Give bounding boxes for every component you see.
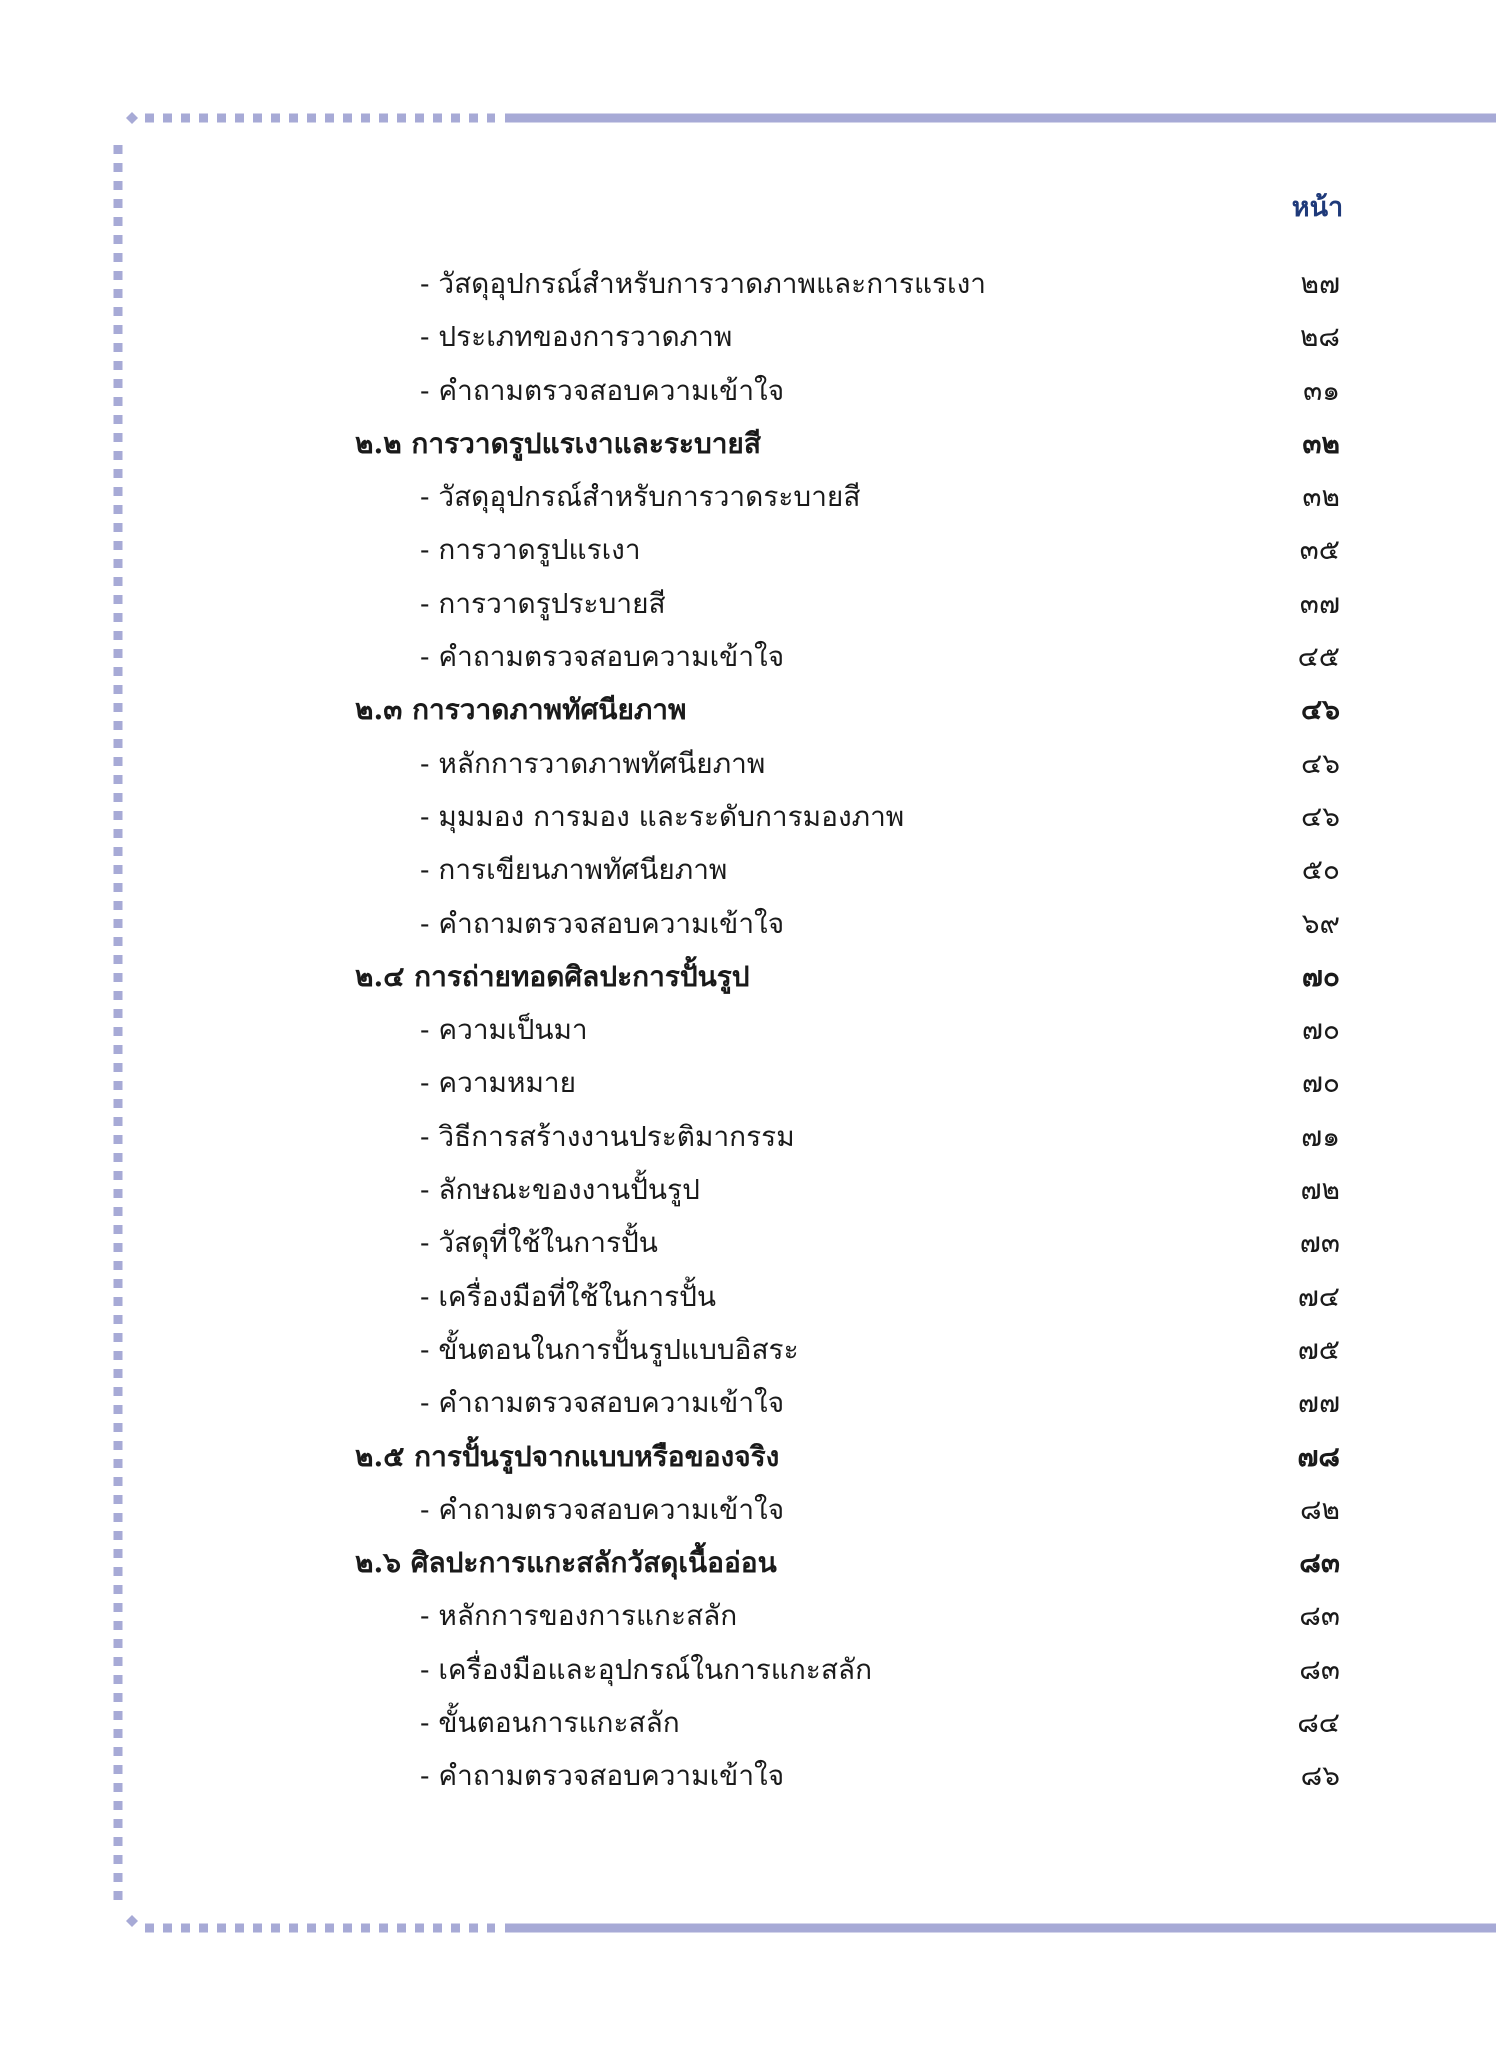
toc-subitem-row <box>0 1375 1496 1428</box>
toc-page-number: ๔๕ <box>1297 640 1340 674</box>
toc-page-number: ๗๕ <box>1297 1332 1340 1366</box>
toc-subitem-title: - การวาดรูประบายสี <box>420 586 666 620</box>
toc-subitem-row <box>0 1215 1496 1268</box>
toc-subitem-title: - การวาดรูปแรเงา <box>420 533 641 567</box>
toc-page-number: ๖๙ <box>1301 906 1340 940</box>
toc-subitem-title: - ลักษณะของงานปั้นรูป <box>420 1173 700 1207</box>
toc-section-row <box>0 949 1496 1002</box>
toc-section-row <box>0 1429 1496 1482</box>
toc-subitem-title: - หลักการของการแกะสลัก <box>420 1599 738 1633</box>
toc-subitem-row <box>0 1162 1496 1215</box>
toc-page-number: ๔๖ <box>1301 693 1340 727</box>
toc-subitem-row <box>0 256 1496 309</box>
toc-subitem-row <box>0 1642 1496 1695</box>
toc-section-title: ๒.๓ การวาดภาพทัศนียภาพ <box>355 693 687 727</box>
toc-section-title: ๒.๕ การปั้นรูปจากแบบหรือของจริง <box>355 1439 780 1473</box>
toc-subitem-row <box>0 629 1496 682</box>
toc-subitem-row <box>0 469 1496 522</box>
toc-subitem-row <box>0 576 1496 629</box>
toc-page-number: ๗๗ <box>1297 1386 1340 1420</box>
toc-subitem-row <box>0 1482 1496 1535</box>
toc-subitem-row <box>0 1322 1496 1375</box>
toc-page-number: ๓๗ <box>1299 586 1340 620</box>
toc-subitem-row <box>0 1002 1496 1055</box>
toc-subitem-title: - ความหมาย <box>420 1066 577 1100</box>
toc-page-number: ๘๓ <box>1299 1546 1340 1580</box>
toc-page-number: ๘๓ <box>1299 1652 1340 1686</box>
corner-diamond-bottom <box>126 1915 138 1927</box>
toc-section-row <box>0 416 1496 469</box>
toc-subitem-row <box>0 1748 1496 1801</box>
toc-subitem-title: - มุมมอง การมอง และระดับการมองภาพ <box>420 799 905 833</box>
toc-page-number: ๒๗ <box>1300 267 1340 300</box>
toc-page-number: ๘๓ <box>1299 1599 1340 1633</box>
toc-subitem-title: - คำถามตรวจสอบความเข้าใจ <box>420 640 785 674</box>
toc-section-row <box>0 1535 1496 1588</box>
toc-page-number: ๗๐ <box>1301 1066 1340 1100</box>
toc-subitem-row <box>0 1695 1496 1748</box>
toc-subitem-title: - ประเภทของการวาดภาพ <box>420 320 733 354</box>
toc-subitem-title: - ความเป็นมา <box>420 1013 588 1047</box>
toc-subitem-row <box>0 522 1496 575</box>
toc-subitem-title: - วิธีการสร้างงานประติมากรรม <box>420 1119 795 1153</box>
toc-page-number: ๗๐ <box>1301 959 1340 993</box>
toc-subitem-title: - วัสดุอุปกรณ์สำหรับการวาดระบายสี <box>420 480 861 514</box>
toc-subitem-row <box>0 789 1496 842</box>
toc-page-number: ๓๒ <box>1302 480 1340 514</box>
table-of-contents <box>0 256 1496 1802</box>
toc-subitem-row <box>0 1269 1496 1322</box>
toc-page-number: ๘๖ <box>1300 1759 1340 1793</box>
corner-diamond-top <box>126 112 138 124</box>
toc-page-number: ๔๖ <box>1301 799 1340 833</box>
toc-page-number: ๗๘ <box>1297 1439 1340 1473</box>
toc-subitem-title: - คำถามตรวจสอบความเข้าใจ <box>420 906 785 940</box>
toc-subitem-title: - วัสดุอุปกรณ์สำหรับการวาดภาพและการแรเงา <box>420 267 986 300</box>
toc-page-number: ๗๑ <box>1301 1119 1340 1153</box>
toc-subitem-title: - คำถามตรวจสอบความเข้าใจ <box>420 373 785 407</box>
toc-subitem-title: - เครื่องมือและอุปกรณ์ในการแกะสลัก <box>420 1652 873 1686</box>
toc-subitem-title: - คำถามตรวจสอบความเข้าใจ <box>420 1492 785 1526</box>
toc-page-number: ๗๐ <box>1301 1013 1340 1047</box>
page-column-header: หน้า <box>1291 192 1344 223</box>
toc-page-number: ๒๘ <box>1299 320 1340 354</box>
toc-page-number: ๘๔ <box>1297 1706 1340 1740</box>
toc-subitem-row <box>0 842 1496 895</box>
toc-subitem-row <box>0 1109 1496 1162</box>
toc-subitem-title: - หลักการวาดภาพทัศนียภาพ <box>420 746 766 780</box>
toc-subitem-row <box>0 363 1496 416</box>
toc-subitem-row <box>0 1588 1496 1641</box>
toc-subitem-row <box>0 896 1496 949</box>
toc-subitem-title: - ขั้นตอนในการปั้นรูปแบบอิสระ <box>420 1332 799 1366</box>
toc-page-number: ๗๔ <box>1297 1279 1340 1313</box>
toc-subitem-row <box>0 736 1496 789</box>
toc-page-number: ๓๑ <box>1303 373 1340 407</box>
toc-subitem-title: - วัสดุที่ใช้ในการปั้น <box>420 1226 658 1260</box>
toc-page-number: ๓๕ <box>1299 533 1340 567</box>
toc-page-number: ๔๖ <box>1301 746 1340 780</box>
toc-subitem-row <box>0 309 1496 362</box>
toc-page-number: ๗๓ <box>1299 1226 1340 1260</box>
toc-subitem-title: - การเขียนภาพทัศนียภาพ <box>420 853 728 887</box>
toc-subitem-title: - คำถามตรวจสอบความเข้าใจ <box>420 1759 785 1793</box>
toc-subitem-title: - ขั้นตอนการแกะสลัก <box>420 1706 680 1740</box>
toc-section-title: ๒.๖ ศิลปะการแกะสลักวัสดุเนื้ออ่อน <box>355 1546 777 1580</box>
toc-page-number: ๓๒ <box>1302 426 1340 460</box>
toc-page-number: ๘๒ <box>1299 1492 1340 1526</box>
toc-section-title: ๒.๒ การวาดรูปแรเงาและระบายสี <box>355 426 761 460</box>
toc-section-row <box>0 682 1496 735</box>
toc-page-number: ๗๒ <box>1300 1173 1340 1207</box>
toc-subitem-title: - คำถามตรวจสอบความเข้าใจ <box>420 1386 785 1420</box>
toc-subitem-row <box>0 1055 1496 1108</box>
toc-page-number: ๕๐ <box>1301 853 1340 887</box>
toc-subitem-title: - เครื่องมือที่ใช้ในการปั้น <box>420 1279 717 1313</box>
toc-section-title: ๒.๔ การถ่ายทอดศิลปะการปั้นรูป <box>355 959 750 993</box>
